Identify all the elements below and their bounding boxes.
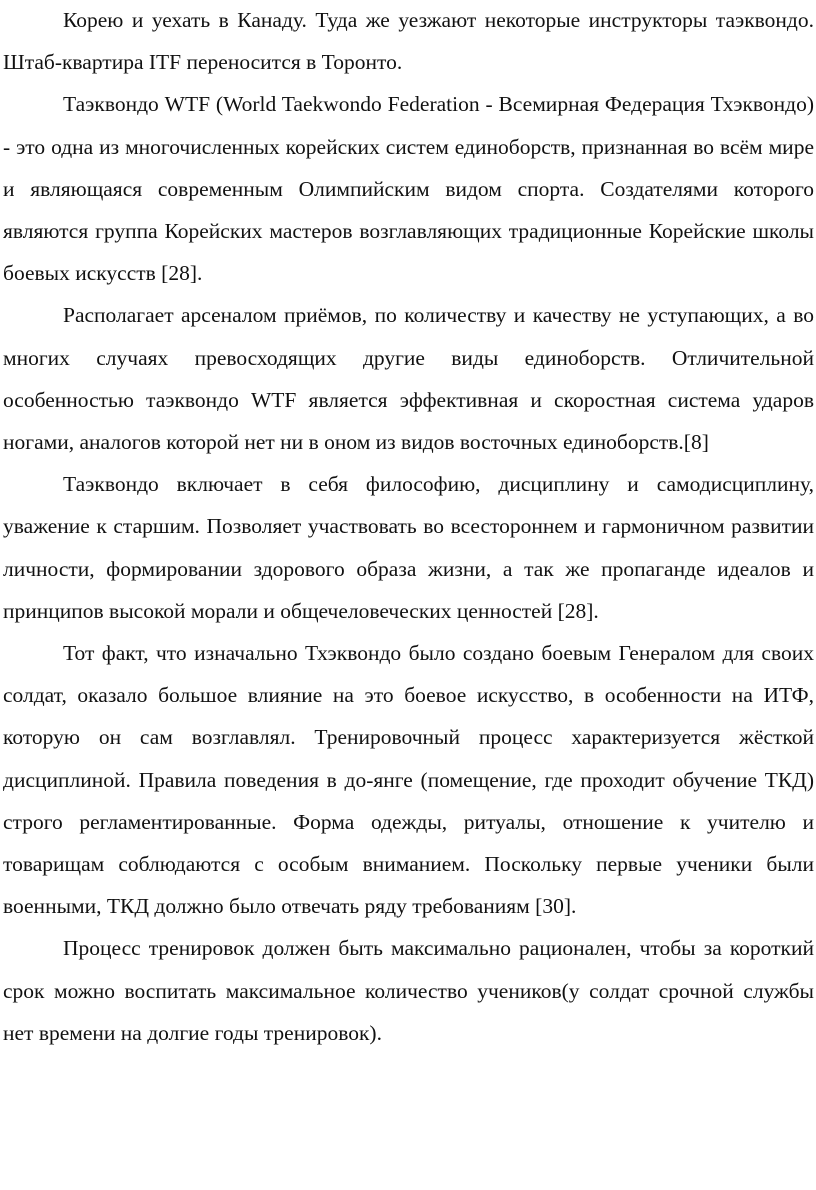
paragraph-4: Таэквондо включает в себя философию, дисциплину и самодисциплину, уважение к старшим. Позволяет участвовать во всестороннем и гармоничном развитии личности, формировании здорового образа жизни, а так же пропаганде идеалов и принципов высокой морали и общечеловеческих ценностей [28]. bbox=[3, 472, 814, 623]
paragraph-3: Располагает арсеналом приёмов, по количеству и качеству не уступающих, а во многих случаях превосходящих другие виды единоборств. Отличительной особенностью таэквондо WTF является эффективная и скоростная система ударов ногами, аналогов которой нет ни в оном из видов восточных единоборств.[8] bbox=[3, 303, 814, 455]
paragraph-2: Таэквондо WTF (World Taekwondo Federation - Всемирная Федерация Тхэквондо) - это одна из многочисленных корейских систем единоборств, признанная во всём мире и являющаяся современным Олимпийским видом спорта. Создателями которого являются группа Корейских мастеров возглавляющих традиционные Корейские школы боевых искусств [28]. bbox=[3, 92, 814, 286]
paragraph-5: Тот факт, что изначально Тхэквондо было создано боевым Генералом для своих солдат, оказало большое влияние на это боевое искусство, в особенности на ИТФ, которую он сам возглавлял. Тренировочный процесс характеризуется жёсткой дисциплиной. Правила поведения в до-янге (помещение, где проходит обучение ТКД) строго регламентированные. Форма одежды, ритуалы, отношение к учителю и товарищам соблюдаются с особым вниманием. Поскольку первые ученики были военными, ТКД должно было отвечать ряду требованиям [30]. bbox=[3, 641, 814, 919]
paragraph-6: Процесс тренировок должен быть максимально рационален, чтобы за короткий срок можно воспитать максимальное количество учеников(у солдат срочной службы нет времени на долгие годы тренировок). bbox=[3, 936, 814, 1045]
paragraph-1: Корею и уехать в Канаду. Туда же уезжают некоторые инструкторы таэквондо. Штаб-квартира ITF переносится в Торонто. bbox=[3, 8, 814, 75]
